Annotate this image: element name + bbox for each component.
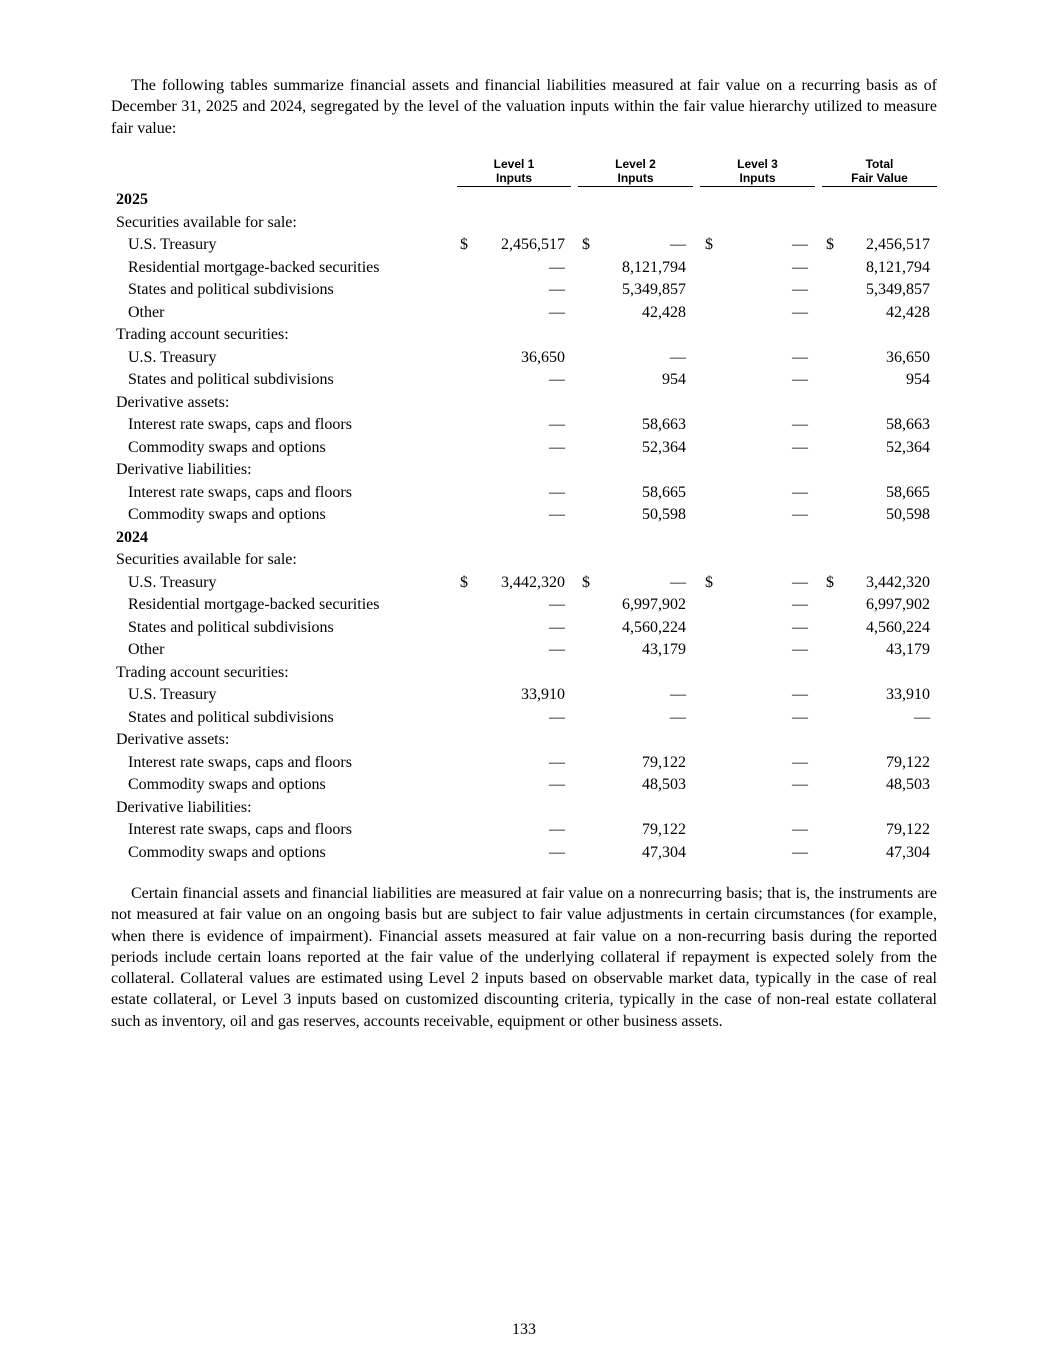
section-label: Securities available for sale: bbox=[116, 551, 297, 568]
table-row bbox=[0, 572, 1048, 595]
cell-col-2: — bbox=[670, 686, 686, 703]
cell-col-3: — bbox=[792, 258, 808, 276]
section-label: Derivative assets: bbox=[116, 731, 230, 748]
cell-col-4: 58,663 bbox=[886, 416, 930, 433]
year-label: 2025 bbox=[116, 191, 148, 208]
cell-col-2: 4,560,224 bbox=[622, 618, 686, 636]
dollar-sign: $ bbox=[460, 573, 468, 591]
section-label: Trading account securities: bbox=[116, 326, 289, 343]
row-label: Interest rate swaps, caps and floors bbox=[128, 821, 352, 838]
cell-col-3: — bbox=[792, 753, 808, 771]
cell-col-4: 52,364 bbox=[886, 438, 930, 456]
cell-col-1: — bbox=[549, 416, 565, 433]
page-number: 133 bbox=[512, 1321, 536, 1338]
cell-col-1: — bbox=[549, 708, 565, 726]
cell-col-4: 36,650 bbox=[886, 348, 930, 366]
dollar-sign: $ bbox=[705, 236, 713, 253]
cell-col-1: — bbox=[549, 821, 565, 838]
cell-col-1: — bbox=[549, 438, 565, 456]
table-row bbox=[0, 684, 1048, 707]
row-label: States and political subdivisions bbox=[128, 618, 334, 636]
section-heading-row bbox=[0, 797, 1048, 820]
header-total-line2: Fair Value bbox=[851, 171, 908, 185]
year-label: 2024 bbox=[116, 528, 148, 546]
section-label: Derivative liabilities: bbox=[116, 798, 252, 816]
cell-col-1: — bbox=[549, 303, 565, 321]
header-level-3-line1: Level 3 bbox=[737, 157, 778, 171]
cell-col-2: 79,122 bbox=[642, 753, 686, 771]
table-row bbox=[0, 594, 1048, 617]
dollar-sign: $ bbox=[460, 236, 468, 253]
cell-col-3: — bbox=[792, 776, 808, 793]
table-row bbox=[0, 257, 1048, 280]
row-label: Interest rate swaps, caps and floors bbox=[128, 753, 352, 771]
row-label: Interest rate swaps, caps and floors bbox=[128, 483, 352, 501]
row-label: U.S. Treasury bbox=[128, 686, 217, 703]
row-label: Commodity swaps and options bbox=[128, 438, 326, 456]
cell-col-1: — bbox=[549, 641, 565, 658]
cell-col-3: — bbox=[792, 348, 808, 366]
cell-col-3: — bbox=[792, 438, 808, 456]
table-row bbox=[0, 234, 1048, 257]
cell-col-1: 33,910 bbox=[521, 686, 565, 703]
row-label: Commodity swaps and options bbox=[128, 506, 326, 523]
cell-col-4: 50,598 bbox=[886, 506, 930, 523]
cell-col-3: — bbox=[792, 641, 808, 658]
row-label: Commodity swaps and options bbox=[128, 843, 326, 861]
cell-col-4: 2,456,517 bbox=[866, 236, 930, 253]
table-row bbox=[0, 842, 1048, 865]
cell-col-4: 48,503 bbox=[886, 776, 930, 793]
cell-col-4: 58,665 bbox=[886, 483, 930, 501]
table-row bbox=[0, 279, 1048, 302]
header-level-2 bbox=[578, 157, 693, 187]
header-total-fair-value bbox=[822, 157, 937, 187]
cell-col-2: 79,122 bbox=[642, 821, 686, 838]
section-heading-row bbox=[0, 459, 1048, 482]
table-row bbox=[0, 437, 1048, 460]
cell-col-3: — bbox=[792, 371, 808, 388]
cell-col-4: 33,910 bbox=[886, 686, 930, 703]
cell-col-2: 43,179 bbox=[642, 641, 686, 658]
section-heading-row bbox=[0, 729, 1048, 752]
cell-col-3: — bbox=[792, 303, 808, 321]
section-heading-row bbox=[0, 212, 1048, 235]
table-row bbox=[0, 617, 1048, 640]
header-level-2-line1: Level 2 bbox=[615, 157, 656, 171]
row-label: Residential mortgage-backed securities bbox=[128, 258, 380, 276]
cell-col-1: 2,456,517 bbox=[501, 236, 565, 253]
row-label: States and political subdivisions bbox=[128, 371, 334, 388]
cell-col-4: 3,442,320 bbox=[866, 573, 930, 591]
cell-col-3: — bbox=[792, 506, 808, 523]
cell-col-3: — bbox=[792, 483, 808, 501]
cell-col-4: 5,349,857 bbox=[866, 281, 930, 298]
row-label: U.S. Treasury bbox=[128, 348, 217, 366]
cell-col-1: — bbox=[549, 483, 565, 501]
table-row bbox=[0, 639, 1048, 662]
row-label: U.S. Treasury bbox=[128, 236, 217, 253]
table-row bbox=[0, 302, 1048, 325]
dollar-sign: $ bbox=[705, 573, 713, 591]
section-label: Derivative assets: bbox=[116, 393, 230, 411]
cell-col-1: 36,650 bbox=[521, 348, 565, 366]
table-row bbox=[0, 482, 1048, 505]
cell-col-4: 79,122 bbox=[886, 753, 930, 771]
table-row bbox=[0, 414, 1048, 437]
section-label: Securities available for sale: bbox=[116, 213, 297, 231]
cell-col-4: 79,122 bbox=[886, 821, 930, 838]
cell-col-3: — bbox=[792, 416, 808, 433]
cell-col-2: — bbox=[670, 348, 686, 366]
cell-col-2: — bbox=[670, 236, 686, 253]
cell-col-3: — bbox=[792, 843, 808, 861]
cell-col-3: — bbox=[792, 686, 808, 703]
table-row bbox=[0, 504, 1048, 527]
table-row bbox=[0, 752, 1048, 775]
fair-value-table bbox=[0, 189, 1048, 864]
cell-col-1: — bbox=[549, 371, 565, 388]
table-row bbox=[0, 369, 1048, 392]
header-total-line1: Total bbox=[865, 157, 894, 171]
header-level-1-line2: Inputs bbox=[496, 171, 532, 185]
section-heading-row bbox=[0, 392, 1048, 415]
cell-col-2: 50,598 bbox=[642, 506, 686, 523]
header-level-1-line1: Level 1 bbox=[493, 157, 535, 171]
cell-col-3: — bbox=[792, 236, 808, 253]
cell-col-2: 42,428 bbox=[642, 303, 686, 321]
cell-col-1: — bbox=[549, 753, 565, 771]
header-level-2-line2: Inputs bbox=[617, 171, 654, 185]
table-row bbox=[0, 819, 1048, 842]
cell-col-1: — bbox=[549, 281, 565, 298]
dollar-sign: $ bbox=[826, 236, 834, 253]
cell-col-2: — bbox=[670, 708, 686, 726]
cell-col-2: 6,997,902 bbox=[622, 596, 686, 613]
year-heading-row bbox=[0, 527, 1048, 550]
table-row bbox=[0, 774, 1048, 797]
nonrecurring-paragraph: Certain financial assets and financial liabilities are measured at fair value on a nonrecurring basis; that is, the instruments are not measured at fair value on an ongoing basis but are subject to fair value adjustments in certain circumstances (for example, when there is evidence of impairment). Financial assets measured at fair value on a non-recurring basis during the reported periods include certain loans reported at the fair value of the underlying collateral if repayment is expected solely from the collateral. Collateral values are estimated using Level 2 inputs based on observable market data, typically in the case of real estate collateral, or Level 3 inputs based on customized discounting criteria, typically in the case of non-real estate collateral such as inventory, oil and gas reserves, accounts receivable, equipment or other business assets. bbox=[111, 885, 937, 1030]
header-level-1 bbox=[457, 157, 571, 187]
cell-col-3: — bbox=[792, 596, 808, 613]
cell-col-2: 5,349,857 bbox=[622, 281, 686, 298]
table-row bbox=[0, 347, 1048, 370]
section-heading-row bbox=[0, 324, 1048, 347]
cell-col-1: — bbox=[549, 776, 565, 793]
cell-col-3: — bbox=[792, 281, 808, 298]
section-label: Derivative liabilities: bbox=[116, 461, 252, 478]
row-label: Interest rate swaps, caps and floors bbox=[128, 416, 352, 433]
section-heading-row bbox=[0, 549, 1048, 572]
cell-col-1: — bbox=[549, 506, 565, 523]
cell-col-4: 47,304 bbox=[886, 843, 930, 861]
row-label: States and political subdivisions bbox=[128, 281, 334, 298]
cell-col-3: — bbox=[792, 618, 808, 636]
cell-col-4: 4,560,224 bbox=[866, 618, 930, 636]
cell-col-3: — bbox=[792, 573, 808, 591]
intro-paragraph: The following tables summarize financial assets and financial liabilities measured at fair value on a recurring basis as of December 31, 2025 and 2024, segregated by the level of the valuation inputs within the fair value hierarchy utilized to measure fair value: bbox=[111, 77, 937, 137]
cell-col-3: — bbox=[792, 708, 808, 726]
cell-col-2: 8,121,794 bbox=[622, 258, 686, 276]
header-level-3-line2: Inputs bbox=[739, 171, 776, 185]
dollar-sign: $ bbox=[582, 573, 590, 591]
row-label: U.S. Treasury bbox=[128, 573, 217, 591]
cell-col-4: 43,179 bbox=[886, 641, 930, 658]
cell-col-1: — bbox=[549, 596, 565, 613]
row-label: Other bbox=[128, 641, 165, 658]
cell-col-4: 6,997,902 bbox=[866, 596, 930, 613]
row-label: States and political subdivisions bbox=[128, 708, 334, 726]
dollar-sign: $ bbox=[826, 573, 834, 591]
section-heading-row bbox=[0, 662, 1048, 685]
table-row bbox=[0, 707, 1048, 730]
header-level-3 bbox=[700, 157, 815, 187]
cell-col-2: 954 bbox=[662, 371, 686, 388]
year-heading-row bbox=[0, 189, 1048, 212]
cell-col-2: 58,663 bbox=[642, 416, 686, 433]
cell-col-4: 42,428 bbox=[886, 303, 930, 321]
row-label: Other bbox=[128, 303, 165, 321]
cell-col-4: 8,121,794 bbox=[866, 258, 930, 276]
cell-col-1: 3,442,320 bbox=[501, 573, 565, 591]
cell-col-4: — bbox=[914, 708, 930, 726]
cell-col-1: — bbox=[549, 618, 565, 636]
cell-col-2: 58,665 bbox=[642, 483, 686, 501]
cell-col-2: 48,503 bbox=[642, 776, 686, 793]
cell-col-2: 52,364 bbox=[642, 438, 686, 456]
cell-col-4: 954 bbox=[906, 371, 930, 388]
cell-col-3: — bbox=[792, 821, 808, 838]
row-label: Residential mortgage-backed securities bbox=[128, 596, 380, 613]
cell-col-2: 47,304 bbox=[642, 843, 686, 861]
cell-col-2: — bbox=[670, 573, 686, 591]
section-label: Trading account securities: bbox=[116, 663, 289, 681]
dollar-sign: $ bbox=[582, 236, 590, 253]
cell-col-1: — bbox=[549, 843, 565, 861]
row-label: Commodity swaps and options bbox=[128, 776, 326, 793]
cell-col-1: — bbox=[549, 258, 565, 276]
